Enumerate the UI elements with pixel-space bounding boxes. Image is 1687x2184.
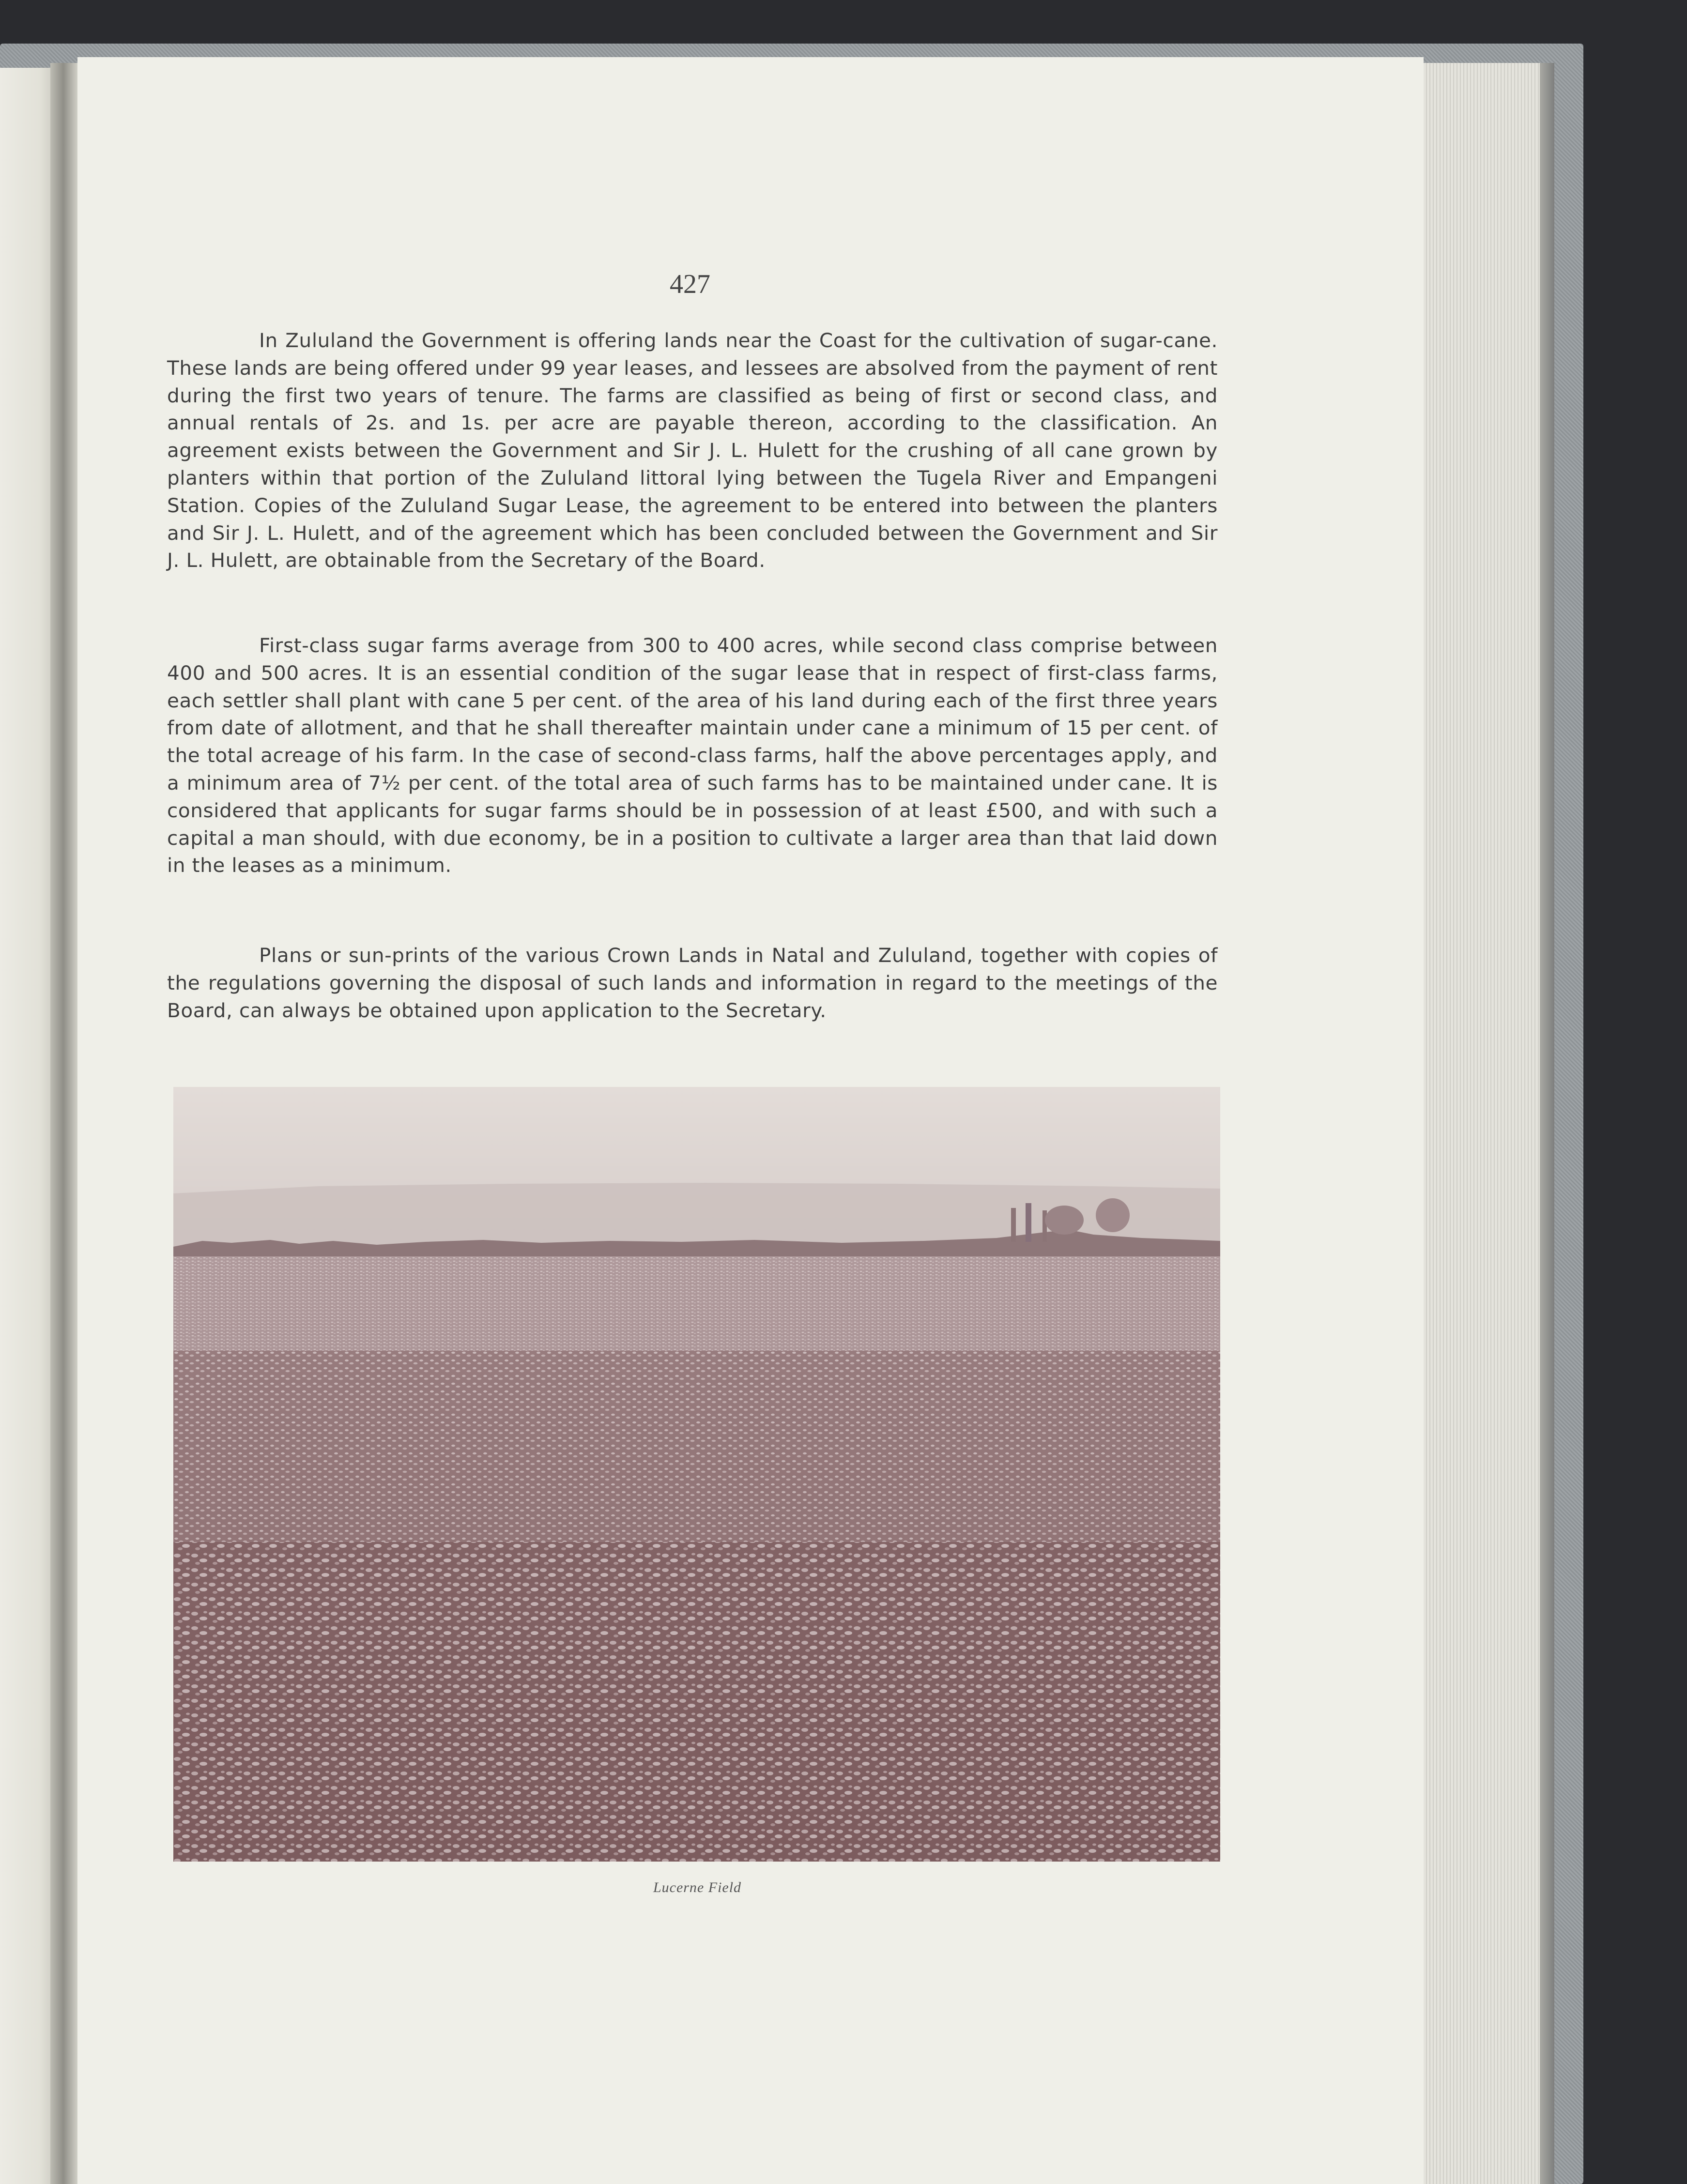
paragraph-sugar-farms: First-class sugar farms average from 300 to 400 acres, while second class comprise between 400 and 500 acres. It is an essential condition of the sugar lease that in respect of first-class farms, each settler shall plant with cane 5 per cent. of the area of his land during each of the first three years from date of allotment, and that he shall thereafter maintain under cane a minimum of 15 per cent. of the total acreage of his farm. In the case of second-class farms, half the above percentages apply, and a minimum area of 7½ per cent. of the total area of such farms has to be maintained under cane. It is considered that applicants for sugar farms should be in possession of at least £500, and with such a capital a man should, with due economy, be in a position to cultivate a larger area than that laid down in the leases as a minimum. xyxy=(167,634,1218,877)
page-edges xyxy=(1424,63,1540,2184)
page-edges-shadow xyxy=(1540,63,1554,2184)
book-gutter xyxy=(50,63,79,2184)
page-number: 427 xyxy=(670,269,710,299)
paragraph-zululand-leases: In Zululand the Government is offering lands near the Coast for the cultivation of sugar-cane. These lands are being offered under 99 year leases, and lessees are absolved from the payment of rent during the first two years of tenure. The farms are classified as being of first or second class, and annual rentals of 2s. and 1s. per acre are payable thereon, according to the classification. An agreement exists between the Government and Sir J. L. Hulett for the crushing of all cane grown by planters within that portion of the Zululand littoral lying between the Tugela River and Empangeni Station. Copies of the Zululand Sugar Lease, the agreement to be entered into between the planters and Sir J. L. Hulett, and of the agreement which has been concluded between the Government and Sir J. L. Hulett, are obtainable from the Secretary of the Board. xyxy=(167,329,1218,572)
figure-caption: Lucerne Field xyxy=(653,1879,742,1895)
left-page xyxy=(0,68,57,2184)
lucerne-field-photo xyxy=(173,1087,1220,1862)
paragraph-plans-sun-prints: Plans or sun-prints of the various Crown Lands in Natal and Zululand, together with copies of the regulations governing the disposal of such lands and information in regard to the meetings of the Board, can always be obtained upon application to the Secretary. xyxy=(167,944,1218,1022)
